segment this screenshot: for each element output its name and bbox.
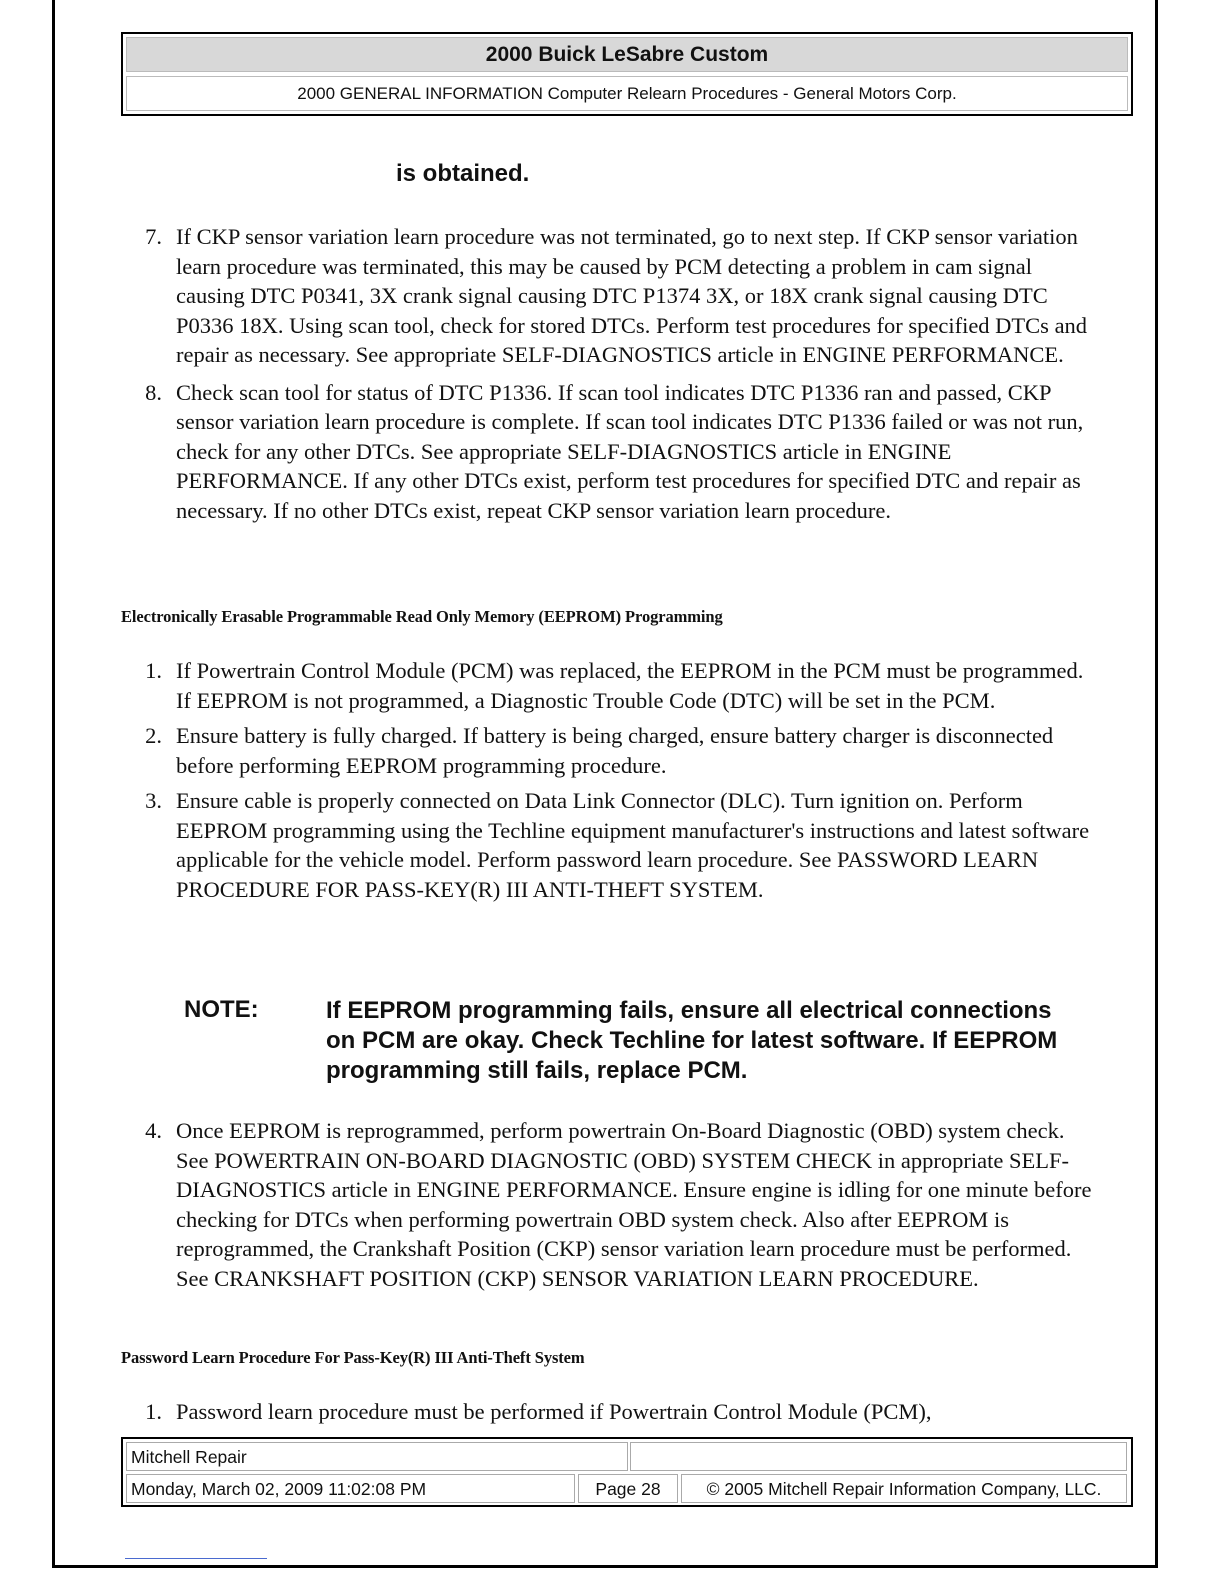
section-heading-eeprom: Electronically Erasable Programmable Read Only Memory (EEPROM) Programming [121, 607, 723, 626]
step-text: Check scan tool for status of DTC P1336. If scan tool indicates DTC P1336 ran and passed, CKP sensor variation learn procedure is complete. If scan tool indicates DTC P1336 failed or was not run, check for any other DTCs. See appropriate SELF-DIAGNOSTICS article in ENGINE PERFORMANCE. If any other DTCs exist, perform test procedures for specified DTC and repair as necessary. If no other DTCs exist, repeat CKP sensor variation learn procedure. [176, 379, 1084, 523]
vehicle-title: 2000 Buick LeSabre Custom [126, 37, 1128, 72]
list-item [0, 222, 1096, 370]
note-label: NOTE: [184, 996, 259, 1023]
section-heading-password: Password Learn Procedure For Pass-Key(R) III Anti-Theft System [121, 1348, 585, 1367]
note-text: If EEPROM programming fails, ensure all electrical connections on PCM are okay. Check Techline for latest software. If EEPROM programming still fails, replace PCM. [326, 997, 1058, 1084]
ckp-step-list [0, 222, 1096, 533]
step-number: 3. [145, 788, 162, 813]
list-item [0, 721, 1096, 780]
eeprom-step-list-continued [0, 1116, 1096, 1293]
step-text: If Powertrain Control Module (PCM) was replaced, the EEPROM in the PCM must be programmed. If EEPROM is not programmed, a Diagnostic Trouble Code (DTC) will be set in the PCM. [176, 658, 1084, 713]
page-frame-right [1155, 0, 1158, 1568]
document-footer [121, 1437, 1133, 1507]
step-number: 1. [145, 658, 162, 683]
list-item [0, 656, 1096, 715]
footer-page-number: Page 28 [578, 1474, 678, 1503]
document-subtitle: 2000 GENERAL INFORMATION Computer Relearn Procedures - General Motors Corp. [126, 76, 1128, 111]
step-text: Password learn procedure must be performed if Powertrain Control Module (PCM), [176, 1399, 932, 1424]
step-number: 7. [145, 224, 162, 249]
step-number: 4. [145, 1118, 162, 1143]
page-frame-bottom [52, 1565, 1158, 1568]
list-item [0, 378, 1096, 526]
eeprom-step-list [0, 656, 1096, 910]
decorative-line [125, 1558, 267, 1559]
footer-brand: Mitchell Repair [126, 1442, 628, 1471]
step-text: Ensure cable is properly connected on Data Link Connector (DLC). Turn ignition on. Perform EEPROM programming using the Techline equipment manufacturer's instructions and latest software applicable for the vehicle model. Perform password learn procedure. See PASSWORD LEARN PROCEDURE FOR PASS-KEY(R) III ANTI-THEFT SYSTEM. [176, 788, 1090, 902]
list-item [0, 786, 1096, 904]
document-header [121, 32, 1133, 116]
step-text: Once EEPROM is reprogrammed, perform powertrain On-Board Diagnostic (OBD) system check. See POWERTRAIN ON-BOARD DIAGNOSTIC (OBD) SYSTEM CHECK in appropriate SELF-DIAGNOSTICS article in ENGINE PERFORMANCE. Ensure engine is idling for one minute before checking for DTCs when performing powertrain OBD system check. Also after EEPROM is reprogrammed, the Crankshaft Position (CKP) sensor variation learn procedure must be performed. See CRANKSHAFT POSITION (CKP) SENSOR VARIATION LEARN PROCEDURE. [176, 1118, 1092, 1291]
step-number: 1. [145, 1399, 162, 1424]
step-number: 2. [145, 723, 162, 748]
step-text: Ensure battery is fully charged. If battery is being charged, ensure battery charger is disconnected before performing EEPROM programming procedure. [176, 723, 1054, 778]
step-number: 8. [145, 379, 162, 405]
step-text: If CKP sensor variation learn procedure was not terminated, go to next step. If CKP sensor variation learn procedure was terminated, this may be caused by PCM detecting a problem in cam signal causing DTC P0341, 3X crank signal causing DTC P1374 3X, or 18X crank signal causing DTC P0336 18X. Using scan tool, check for stored DTCs. Perform test procedures for specified DTCs and repair as necessary. See appropriate SELF-DIAGNOSTICS article in ENGINE PERFORMANCE. [176, 224, 1088, 367]
password-step-list [0, 1397, 1096, 1427]
list-item [0, 1397, 1096, 1427]
continued-note-text: is obtained. [396, 160, 530, 187]
list-item [0, 1116, 1096, 1293]
footer-empty-cell [630, 1442, 1127, 1471]
footer-copyright: © 2005 Mitchell Repair Information Company, LLC. [681, 1474, 1127, 1503]
footer-date: Monday, March 02, 2009 11:02:08 PM [126, 1474, 575, 1503]
